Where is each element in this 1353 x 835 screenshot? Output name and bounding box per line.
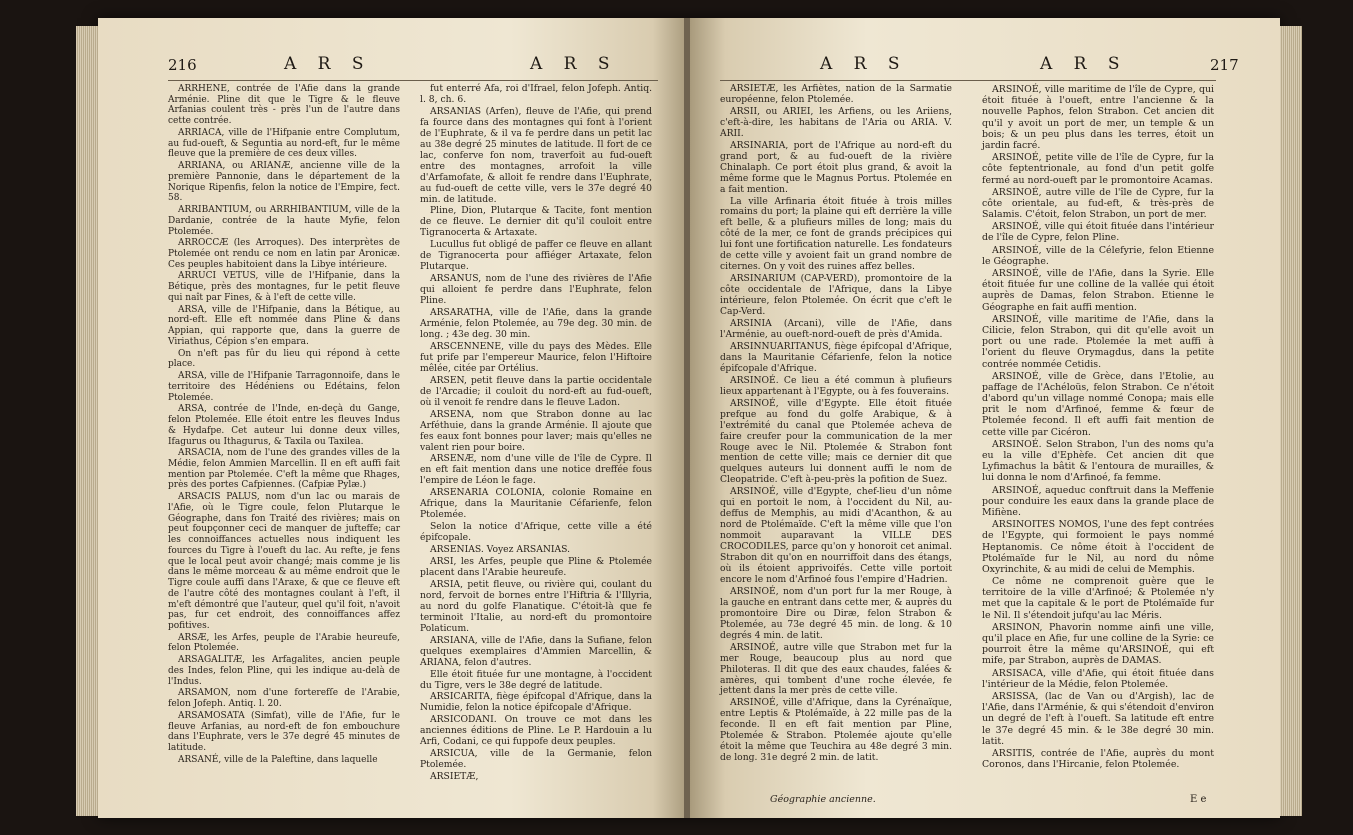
entry-paragraph: ARSINOÉ, ville de l'Afie, dans la Syrie. Elle étoit fituée fur une colline de la vallée qui étoit auprès de Damas, felon Strabon. Etienne le Géographe en fait auffi mention. bbox=[982, 268, 1214, 313]
entry-paragraph: ARSISACA, ville d'Afie, qui étoit fituée dans l'intérieur de la Médie, felon Ptolemée. bbox=[982, 667, 1214, 690]
entry-paragraph: ARSISSA, (lac de Van ou d'Argish), lac de l'Afie, dans l'Arménie, & qui s'étendoit d'environ un degré de l'eft à l'oueft. Sa latitude eft entre le 37e degré 45 min. & le 38e degré 30 min. latit. bbox=[982, 690, 1214, 747]
entry-paragraph: ARSINOÉ, autre ville que Strabon met fur la mer Rouge, beaucoup plus au nord que Philoteras. Il dit que des eaux chaudes, falées & amères, qui tombent d'une roche élevée, fe jettent dans la mer près de cette ville. bbox=[720, 641, 952, 697]
entry-paragraph: ARSINOÉ, ville d'Egypte, chef-lieu d'un nôme qui en portoit le nom, à l'occident du Nil, au-deffus de Memphis, au midi d'Acanthon, & au nord de Ptolémaïde. C'eft la même ville que l'on nommoit auparavant la VILLE DES CROCODILES, parce qu'on y honoroit cet animal. Strabon dit qu'on en nourriffoit dans des étangs, où ils étoient apprivoifés. Cette ville portoit encore le nom d'Arfinoé fous l'empire d'Hadrien. bbox=[720, 486, 952, 585]
text-column-2 bbox=[420, 84, 652, 784]
footer-title: Géographie ancienne. bbox=[770, 794, 876, 805]
entry-paragraph: ARRIBANTIUM, ou ARRHIBANTIUM, ville de la Dardanie, contrée de la haute Myfie, felon Ptolemée. bbox=[168, 205, 400, 237]
entry-paragraph: ARSINOÉ. Ce lieu a été commun à plufieurs lieux appartenant à l'Egypte, ou à fes fouverains. bbox=[720, 374, 952, 397]
entry-paragraph: ARSAGALITÆ, les Arfagalites, ancien peuple des Indes, felon Pline, qui les indique au-delà de l'Indus. bbox=[168, 655, 400, 687]
entry-paragraph: ARRHENE, contrée de l'Afie dans la grande Arménie. Pline dit que le Tigre & le fleuve Arfanias coulent très - près l'un de l'autre dans cette contrée. bbox=[168, 84, 400, 127]
entry-paragraph: ARSEN, petit fleuve dans la partie occidentale de l'Arcadie; il couloit du nord-eft au fud-oueft, où il venoit fe rendre dans le fleuve Ladon. bbox=[420, 374, 652, 408]
entry-paragraph: La ville Arfinaria étoit fituée à trois milles romains du port; la plaine qui eft derrière la ville eft belle, & a plufieurs milles de long; mais du côté de la mer, ce font de grands précipices qui lui font une fortification naturelle. Les fondateurs de cette ville y avoient fait un grand nombre de citernes. On y voit des ruines affez belles. bbox=[720, 195, 952, 273]
entry-paragraph: ARSII, ou ARIEI, les Arfiens, ou les Ariiens, c'eft-à-dire, les habitans de l'Aria ou ARIA. V. ARII. bbox=[720, 105, 952, 139]
entry-paragraph: ARSANIAS (Arfen), fleuve de l'Afie, qui prend fa fource dans des montagnes qui font à l'orient de l'Euphrate, & il va fe perdre dans un petit lac au 38e degré 25 minutes de latitude. Il fort de ce lac, conferve fon nom, traverfoit au fud-oueft entre des montagnes, arrofoit la ville d'Arfamofate, & alloit fe rendre dans l'Euphrate, au fud-oueft de cette ville, vers le 37e degré 40 min. de latitude. bbox=[420, 105, 652, 205]
entry-paragraph: ARSINOITES NOMOS, l'une des fept contrées de l'Egypte, qui formoient le pays nommé Heptanomis. Ce nôme étoit à l'occident de Ptolémaïde fur le Nil, au nord du nôme Oxyrinchite, & au midi de celui de Memphis. bbox=[982, 519, 1214, 575]
entry-paragraph: ARSINARIUM (CAP-VERD), promontoire de la côte occidentale de l'Afrique, dans la Libye intérieure, felon Ptolemée. On écrit que c'eft le Cap-Verd. bbox=[720, 273, 952, 318]
entry-paragraph: ARSANUS, nom de l'une des rivières de l'Afie qui alloient fe perdre dans l'Euphrate, felon Pline. bbox=[420, 273, 652, 307]
entry-paragraph: Lucullus fut obligé de paffer ce fleuve en allant de Tigranocerta pour affiéger Artaxate, felon Plutarque. bbox=[420, 239, 652, 273]
entry-paragraph: ARSA, ville de l'Hifpanie, dans la Bétique, au nord-eft. Elle eft nommée dans Pline & dans Appian, qui rapporte que, dans la guerre de Viriathus, Cépion s'en empara. bbox=[168, 304, 400, 347]
entry-paragraph: ARSINNUARITANUS, fiège épifcopal d'Afrique, dans la Mauritanie Céfarienfe, felon la notice épifcopale d'Afrique. bbox=[720, 340, 952, 374]
entry-paragraph: ARSANÉ, ville de la Paleftine, dans laquelle bbox=[178, 754, 378, 765]
entry-paragraph: On n'eft pas fûr du lieu qui répond à cette place. bbox=[168, 348, 400, 370]
entry-paragraph: ARSENARIA COLONIA, colonie Romaine en Afrique, dans la Mauritanie Céfarienfe, felon Ptolemée. bbox=[420, 487, 652, 521]
entry-paragraph: ARSACIS PALUS, nom d'un lac ou marais de l'Afie, où le Tigre coule, felon Plutarque le Géographe, dans fon Traité des rivières; mais on peut foupçonner ceci de manquer de jufteffe; car les connoiffances actuelles nous indiquent les fources du Tigre à l'oueft du lac. Au refte, je fens que le local peut avoir changé; mais comme je lis dans le même morceau & au même endroit que le Tigre coule auffi dans l'Araxe, & que ce fleuve eft de l'autre côté des montagnes coulant à l'eft, il m'eft démontré que l'auteur, quel qu'il foit, n'avoit pas, fur cet endroit, des connoiffances affez pofitives. bbox=[168, 492, 400, 631]
entry-paragraph: Selon la notice d'Afrique, cette ville a été épifcopale. bbox=[420, 521, 652, 544]
entry-paragraph: ARSICUA, ville de la Germanie, felon Ptolemée. bbox=[420, 748, 652, 771]
entry-paragraph: ARSIA, petit fleuve, ou rivière qui, coulant du nord, fervoit de bornes entre l'Hiftria & l'Illyria, au nord du golfe Flanatique. C'étoit-là que fe terminoit l'Italie, au nord-eft du promontoire Polaticum. bbox=[420, 578, 652, 634]
entry-paragraph: ARSA, ville de l'Hifpanie Tarragonnoife, dans le territoire des Hédéniens ou Edétains, felon Ptolemée. bbox=[168, 371, 400, 403]
entry-paragraph: ARSENÆ, nom d'une ville de l'île de Cypre. Il en eft fait mention dans une notice dreffée fous l'empire de Léon le fage. bbox=[420, 453, 652, 487]
entry-paragraph: ARSI, les Arfes, peuple que Pline & Ptolemée placent dans l'Arabie heureufe. bbox=[420, 556, 652, 578]
entry-paragraph: ARSAMOSATA (Simfat), ville de l'Afie, fur le fleuve Arfanias, au nord-eft de fon embouchure dans l'Euphrate, vers le 37e degré 45 minutes de latitude. bbox=[168, 710, 400, 754]
entry-paragraph: ARSINOÉ, nom d'un port fur la mer Rouge, à la gauche en entrant dans cette mer, & auprès du promontoire Dire ou Diræ, felon Strabon & Ptolemée, au 73e degré 45 min. de long. & 10 degrés 4 min. de latit. bbox=[720, 585, 952, 641]
entry-paragraph: ARSARATHA, ville de l'Afie, dans la grande Arménie, felon Ptolemée, au 79e deg. 30 min. de long. ; 43e deg. 30 min. bbox=[420, 307, 652, 340]
left-page bbox=[98, 18, 688, 818]
entry-paragraph: ARSINOÉ, autre ville de l'île de Cypre, fur la côte orientale, au fud-eft, & très-près de Salamis. C'étoit, felon Strabon, un port de mer. bbox=[982, 186, 1214, 221]
running-head: A R S bbox=[1040, 54, 1128, 74]
header-rule bbox=[720, 80, 1216, 81]
entry-paragraph: ARSITIS, contrée de l'Afie, auprès du mont Coronos, dans l'Hircanie, felon Ptolemée. bbox=[982, 747, 1214, 771]
entry-paragraph: fut enterré Afa, roi d'Ifrael, felon Jofeph. Antiq. l. 8, ch. 6. bbox=[420, 83, 652, 105]
entry-paragraph: ARSINOÉ, ville d'Afrique, dans la Cyrénaïque, entre Leptis & Ptolémaïde, à 22 mille pas de la feconde. Il en eft fait mention par Pline, Ptolemée & Strabon. Ptolemée ajoute qu'elle étoit la même que Teuchira au 48e degré 3 min. de long. 31e degré 2 min. de latit. bbox=[720, 697, 952, 764]
book-spread bbox=[98, 18, 1280, 818]
entry-paragraph: Elle étoit fituée fur une montagne, à l'occident du Tigre, vers le 38e degré de latitude. bbox=[420, 668, 652, 691]
entry-paragraph: ARSÆ, les Arfes, peuple de l'Arabie heureufe, felon Ptolemée. bbox=[168, 632, 400, 654]
page-number: 217 bbox=[1210, 56, 1239, 74]
entry-paragraph: ARSINOÉ, petite ville de l'île de Cypre, fur la côte feptentrionale, au fond d'un petit golfe fermé au nord-oueft par le promontoire Acamas. bbox=[982, 152, 1214, 186]
entry-paragraph: Ce nôme ne comprenoit guère que le territoire de la ville d'Arfinoé; & Ptolemée n'y met que la capitale & le port de Ptolémaïde fur le Nil. Il s'étendoit jufqu'au lac Méris. bbox=[982, 576, 1214, 621]
entry-paragraph: ARSENIAS. Voyez ARSANIAS. bbox=[430, 544, 571, 556]
entry-paragraph: ARSICARITA, fiège épifcopal d'Afrique, dans la Numidie, felon la notice épifcopale d'Afrique. bbox=[420, 691, 652, 714]
page-number: 216 bbox=[168, 56, 197, 74]
entry-paragraph: ARSACIA, nom de l'une des grandes villes de la Médie, felon Ammien Marcellin. Il en eft auffi fait mention par Ptolemée. C'eft la même que Rhages, près des portes Cafpiennes. (Cafpiæ Pylæ.) bbox=[168, 448, 400, 491]
entry-paragraph: ARSICODANI. On trouve ce mot dans les anciennes éditions de Pline. Le P. Hardouin a lu Arfi, Codani, ce qui fuppofe deux peuples. bbox=[420, 714, 652, 748]
entry-paragraph: ARSINOÉ, ville d'Egypte. Elle étoit fituée prefque au fond du golfe Arabique, & à l'extrémité du canal que Ptolemée acheva de faire creufer pour la communication de la mer Rouge avec le Nil. Ptolemée & Strabon font mention de cette ville; mais ce dernier dit que quelques auteurs lui donnent auffi le nom de Cleopatride. C'eft à-peu-près la pofition de Suez. bbox=[720, 397, 952, 486]
entry-paragraph: ARSINOÉ, aqueduc conftruit dans la Meffenie pour conduire les eaux dans la grande place de Mifiène. bbox=[982, 484, 1214, 518]
running-head: A R S bbox=[530, 54, 618, 74]
entry-paragraph: ARSINOÉ, ville de la Célefyrie, felon Etienne le Géographe. bbox=[982, 244, 1214, 267]
entry-paragraph: ARSINOÉ, ville de Grèce, dans l'Etolie, au paffage de l'Achéloüs, felon Strabon. Ce n'étoit d'abord qu'un village nommé Conopa; mais elle prit le nom d'Arfinoé, femme & fœur de Ptolemée fecond. Il eft auffi fait mention de cette ville par Cicéron. bbox=[982, 370, 1214, 438]
entry-paragraph: ARSINIA (Arcani), ville de l'Afie, dans l'Arménie, au oueft-nord-oueft de près d'Amida. bbox=[720, 318, 952, 340]
entry-paragraph: ARSINARIA, port de l'Afrique au nord-eft du grand port, & au fud-oueft de la rivière Chinalaph. Ce port étoit plus grand, & avoit la même forme que le Magnus Portus. Ptolemée en a fait mention. bbox=[720, 139, 952, 195]
entry-paragraph: ARRUCI VETUS, ville de l'Hifpanie, dans la Bétique, près des montagnes, fur le petit fleuve qui naît par Fines, & à l'eft de cette ville. bbox=[168, 271, 400, 303]
text-column-1 bbox=[720, 84, 952, 765]
entry-paragraph: ARSINOÉ. Selon Strabon, l'un des noms qu'a eu la ville d'Ephèfe. Cet ancien dit que Lyfimachus la bâtit & l'entoura de murailles, & lui donna le nom d'Arfinoé, fa femme. bbox=[982, 438, 1214, 484]
entry-paragraph: ARSINON, Phavorin nomme ainfi une ville, qu'il place en Afie, fur une colline de la Syrie: ce pourroit être la même qu'ARSINOÉ, qui eft mife, par Strabon, auprès de DAMAS. bbox=[982, 621, 1214, 667]
entry-paragraph: ARROCCÆ (les Arroques). Des interprètes de Ptolemée ont rendu ce nom en latin par Aronicæ. Ces peuples habitoient dans la Libye intérieure. bbox=[168, 238, 400, 270]
entry-paragraph: ARSINOÉ, ville maritime de l'île de Cypre, qui étoit fituée à l'oueft, entre l'ancienne & la nouvelle Paphos, felon Strabon. Cet ancien dit qu'il y avoit un port de mer, un temple & un bois; & un peu plus dans les terres, étoit un jardin facré. bbox=[982, 84, 1214, 151]
entry-paragraph: ARSIANA, ville de l'Afie, dans la Sufiane, felon quelques exemplaires d'Ammien Marcellin, & ARIANA, felon d'autres. bbox=[420, 634, 652, 668]
entry-paragraph: ARSIETÆ, bbox=[430, 771, 479, 783]
entry-paragraph: ARRIANA, ou ARIANÆ, ancienne ville de la première Pannonie, dans le département de la Norique Ripenfis, felon la notice de l'Empire, fect. 58. bbox=[168, 161, 400, 204]
entry-paragraph: ARRIACA, ville de l'Hifpanie entre Complutum, au fud-oueft, & Seguntia au nord-eft, fur le même fleuve que la première de ces deux villes. bbox=[168, 127, 400, 160]
entry-paragraph: ARSIETÆ, les Arfiètes, nation de la Sarmatie européenne, felon Ptolemée. bbox=[720, 83, 952, 105]
running-head: A R S bbox=[820, 54, 908, 74]
entry-paragraph: ARSINOÉ, ville qui étoit fituée dans l'intérieur de l'île de Cypre, felon Pline. bbox=[982, 221, 1214, 244]
entry-paragraph: ARSCENNENE, ville du pays des Mèdes. Elle fut prife par l'empereur Maurice, felon l'Hiftoire mêlée, citée par Ortélius. bbox=[420, 340, 652, 374]
text-column-1 bbox=[168, 84, 400, 767]
entry-paragraph: Pline, Dion, Plutarque & Tacite, font mention de ce fleuve. Le dernier dit qu'il couloit entre Tigranocerta & Artaxate. bbox=[420, 205, 652, 239]
entry-paragraph: ARSENA, nom que Strabon donne au lac Arféthuie, dans la grande Arménie. Il ajoute que fes eaux font bonnes pour laver; mais qu'elles ne valent rien pour boire. bbox=[420, 408, 652, 453]
text-column-2 bbox=[982, 84, 1214, 771]
entry-paragraph: ARSAMON, nom d'une forterefſe de l'Arabie, felon Jofeph. Antiq. l. 20. bbox=[168, 688, 400, 710]
entry-paragraph: ARSINOÉ, ville maritime de l'Afie, dans la Cilicie, felon Strabon, qui dit qu'elle avoit un port ou une rade. Ptolemée la met auffi à l'orient du fleuve Orymagdus, dans la petite contrée nommée Cetidis. bbox=[982, 313, 1214, 370]
signature-mark: E e bbox=[1190, 794, 1207, 805]
header-rule bbox=[168, 80, 658, 81]
right-page bbox=[690, 18, 1280, 818]
entry-paragraph: ARSA, contrée de l'Inde, en-deçà du Gange, felon Ptolemée. Elle étoit entre les fleuves Indus & Hydafpe. Cet auteur lui donne deux villes, Ifagurus ou Ithagurus, & Taxila ou Taxilea. bbox=[168, 404, 400, 447]
running-head: A R S bbox=[284, 54, 372, 74]
